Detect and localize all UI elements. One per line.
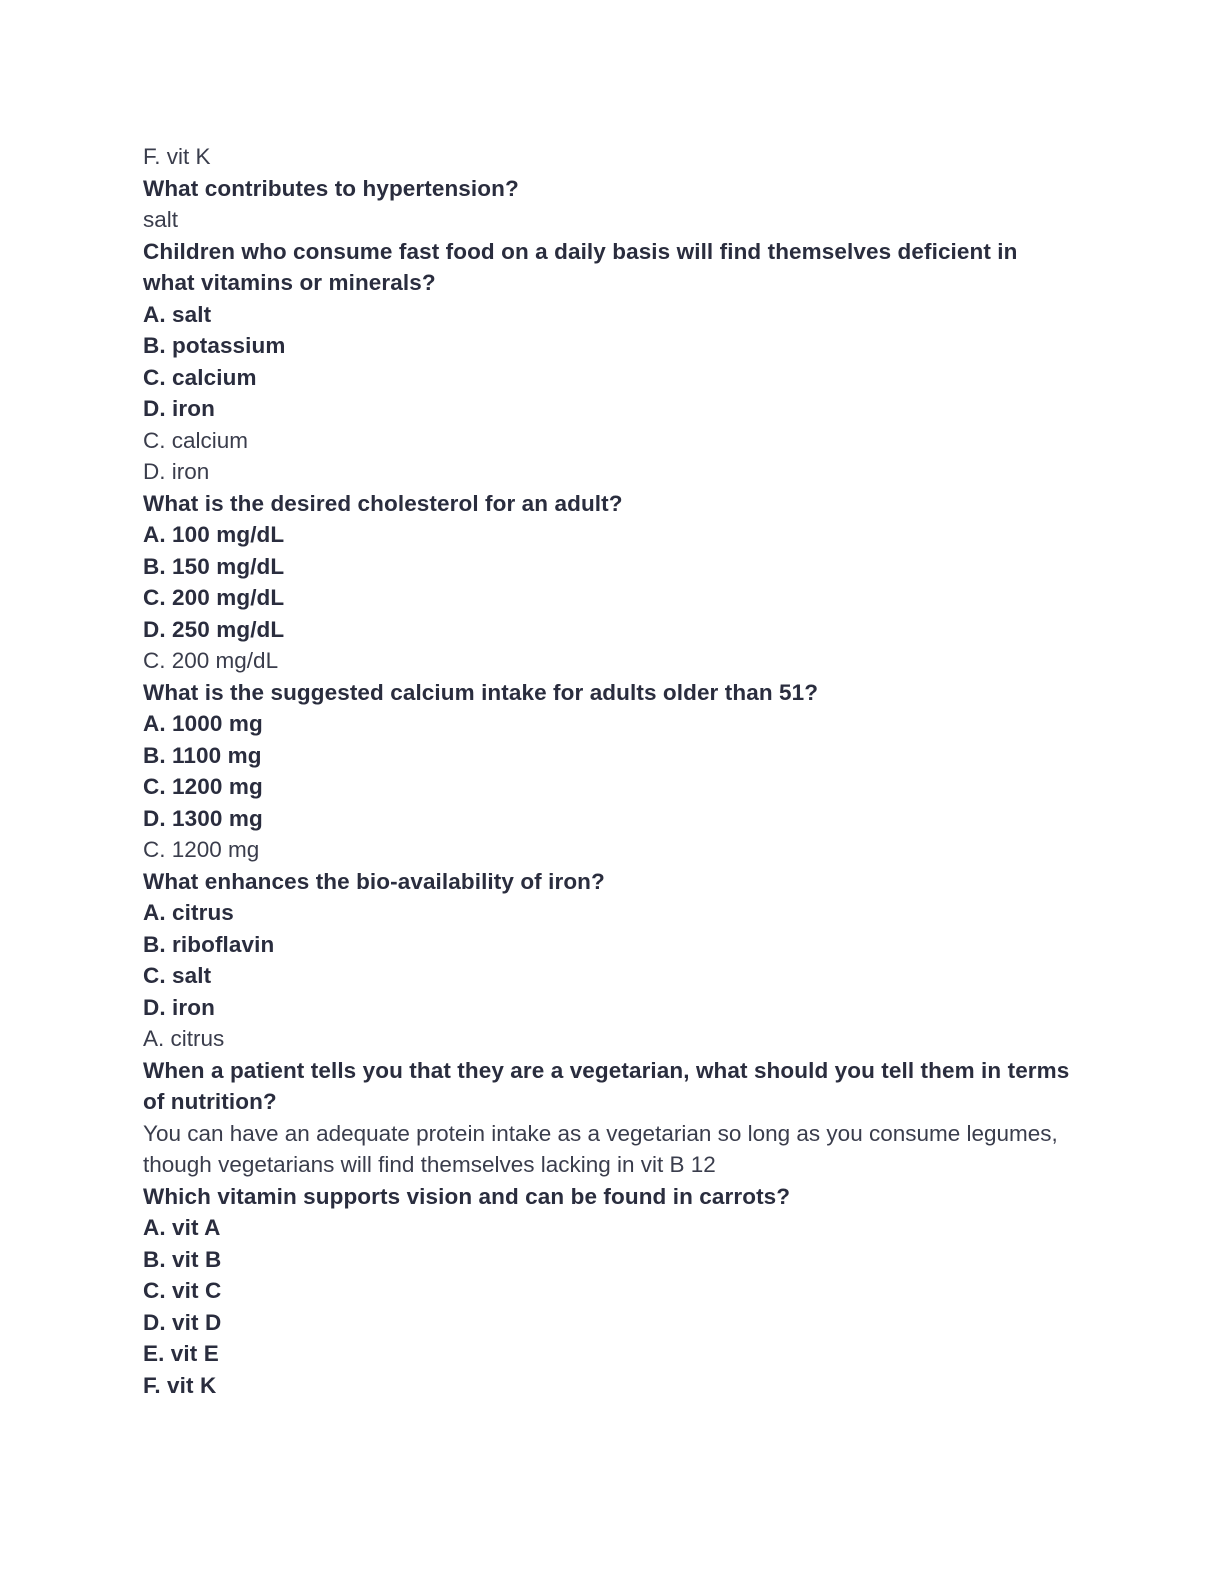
- option-text: A. citrus: [143, 900, 234, 925]
- option-text: C. calcium: [143, 364, 257, 390]
- question-text: What is the desired cholesterol for an adult?: [143, 490, 623, 516]
- option-text: A. vit A: [143, 1215, 221, 1240]
- answer-text: C. 200 mg/dL: [143, 648, 279, 673]
- question-text: What is the suggested calcium intake for adults older than 51?: [143, 679, 819, 705]
- option-text: D. iron: [143, 396, 215, 421]
- question-text: Children who consume fast food on a daily basis will find themselves deficient in what vitamins or minerals?: [143, 238, 1018, 295]
- answer-text: salt: [143, 207, 179, 232]
- option-text: E. vit E: [143, 1341, 219, 1366]
- answer-text: F. vit K: [143, 144, 211, 169]
- answer-text: C. 1200 mg: [143, 837, 260, 862]
- option-text: B. 1100 mg: [143, 742, 262, 768]
- option-text: F. vit K: [143, 1372, 217, 1398]
- answer-text: C. calcium: [143, 427, 249, 453]
- document-page: [143, 141, 1073, 1401]
- option-text: D. iron: [143, 994, 215, 1020]
- answer-text: A. citrus: [143, 1026, 225, 1051]
- option-text: B. potassium: [143, 333, 286, 358]
- answer-text: You can have an adequate protein intake as a vegetarian so long as you consume legumes, though vegetarians will find themselves lacking in vit B 12: [143, 1120, 1058, 1177]
- option-text: C. salt: [143, 963, 212, 988]
- option-text: A. salt: [143, 301, 212, 327]
- question-text: When a patient tells you that they are a vegetarian, what should you tell them in terms of nutrition?: [143, 1057, 1070, 1114]
- option-text: B. 150 mg/dL: [143, 553, 285, 579]
- question-text: What contributes to hypertension?: [143, 175, 519, 201]
- question-text: What enhances the bio-availability of iron?: [143, 868, 605, 894]
- option-text: C. 200 mg/dL: [143, 585, 285, 610]
- option-text: D. 1300 mg: [143, 805, 263, 831]
- option-text: C. vit C: [143, 1278, 222, 1303]
- option-text: A. 100 mg/dL: [143, 522, 285, 547]
- option-text: A. 1000 mg: [143, 711, 263, 736]
- question-text: Which vitamin supports vision and can be found in carrots?: [143, 1183, 791, 1209]
- answer-text: D. iron: [143, 459, 210, 484]
- option-text: D. vit D: [143, 1309, 222, 1335]
- option-text: B. vit B: [143, 1246, 222, 1272]
- option-text: D. 250 mg/dL: [143, 616, 285, 642]
- option-text: B. riboflavin: [143, 931, 275, 957]
- option-text: C. 1200 mg: [143, 774, 263, 799]
